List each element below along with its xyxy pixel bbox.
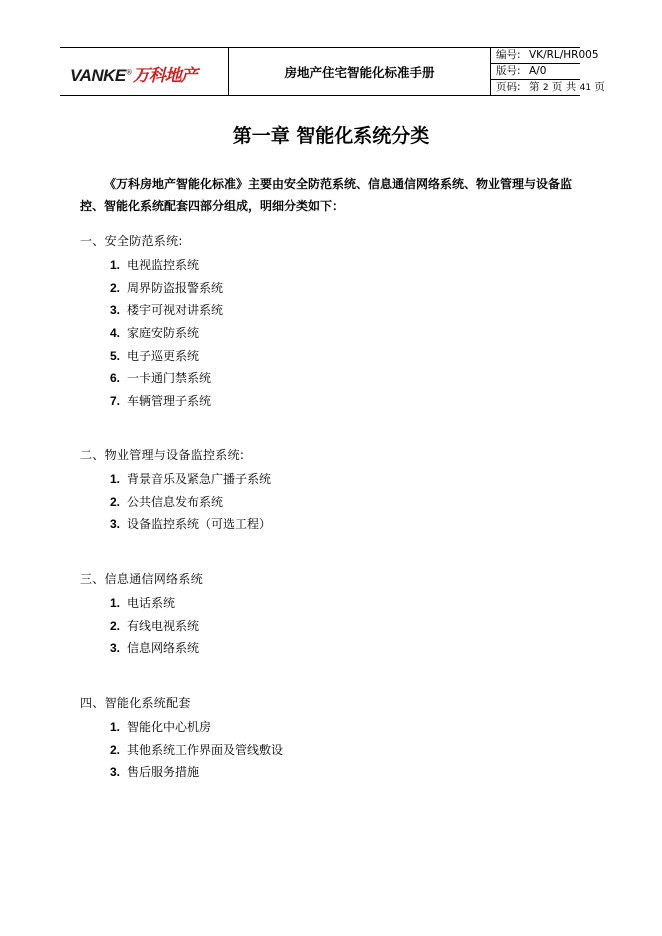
logo-cell (60, 48, 229, 95)
section-title-security: 一、安全防范系统: (80, 234, 183, 248)
list-item: 7. 车辆管理子系统 (110, 394, 212, 409)
list-item: 2. 其他系统工作界面及管线敷设 (110, 742, 284, 757)
list-item: 1. 背景音乐及紧急广播子系统 (110, 472, 272, 486)
page-total: 41 (579, 83, 592, 93)
document-header (60, 47, 605, 96)
section-list-property-management (110, 468, 271, 536)
list-item: 6. 一卡通门禁系统 (110, 371, 212, 386)
logo-chinese: 万科地产 (132, 66, 197, 86)
list-item: 3. 设备监控系统（可选工程） (110, 517, 272, 532)
logo-latin: VANKE (70, 66, 126, 85)
section-list-security (110, 254, 223, 413)
page-unit: 页 (551, 81, 563, 93)
document-title: 房地产住宅智能化标准手册 (229, 48, 491, 95)
doc-code-label: 编号: (496, 49, 521, 61)
doc-page-label: 页码: (496, 81, 521, 93)
section-list-network (110, 592, 199, 660)
page-total-prefix: 共 (565, 81, 577, 93)
list-item: 5. 电子巡更系统 (110, 348, 200, 363)
list-item: 3. 楼宇可视对讲系统 (110, 303, 224, 318)
list-item: 2. 公共信息发布系统 (110, 494, 224, 509)
vanke-logo (70, 61, 197, 86)
doc-page-row (491, 80, 605, 95)
list-item: 3. 信息网络系统 (110, 641, 200, 656)
doc-version-label: 版号: (496, 65, 521, 77)
doc-version-value: A/0 (529, 65, 547, 77)
section-title-network: 三、信息通信网络系统 (80, 572, 204, 586)
page-total-unit: 页 (594, 81, 605, 93)
list-item: 4. 家庭安防系统 (110, 326, 200, 341)
document-meta (491, 48, 605, 95)
section-title-supporting: 四、智能化系统配套 (80, 696, 191, 710)
chapter-title: 第一章 智能化系统分类 (232, 125, 430, 147)
intro-text: 《万科房地产智能化标准》主要由安全防范系统、信息通信网络系统、物业管理与设备监控、智能化系统配套四部分组成，明细分类如下： (80, 177, 573, 213)
doc-version-row (491, 64, 580, 80)
page-prefix: 第 (529, 81, 540, 93)
doc-code-row (491, 48, 599, 64)
list-item: 1. 电视监控系统 (110, 258, 200, 272)
page-current: 2 (542, 83, 549, 93)
doc-code-value: VK/RL/HR005 (529, 49, 599, 61)
logo-registered-mark: ® (125, 68, 133, 77)
section-title-property-management: 二、物业管理与设备监控系统: (80, 448, 245, 462)
list-item: 1. 电话系统 (110, 596, 176, 610)
section-list-supporting (110, 716, 283, 784)
list-item: 2. 有线电视系统 (110, 618, 200, 633)
list-item: 2. 周界防盗报警系统 (110, 280, 224, 295)
list-item: 3. 售后服务措施 (110, 765, 200, 780)
intro-paragraph (80, 173, 590, 217)
list-item: 1. 智能化中心机房 (110, 720, 212, 734)
